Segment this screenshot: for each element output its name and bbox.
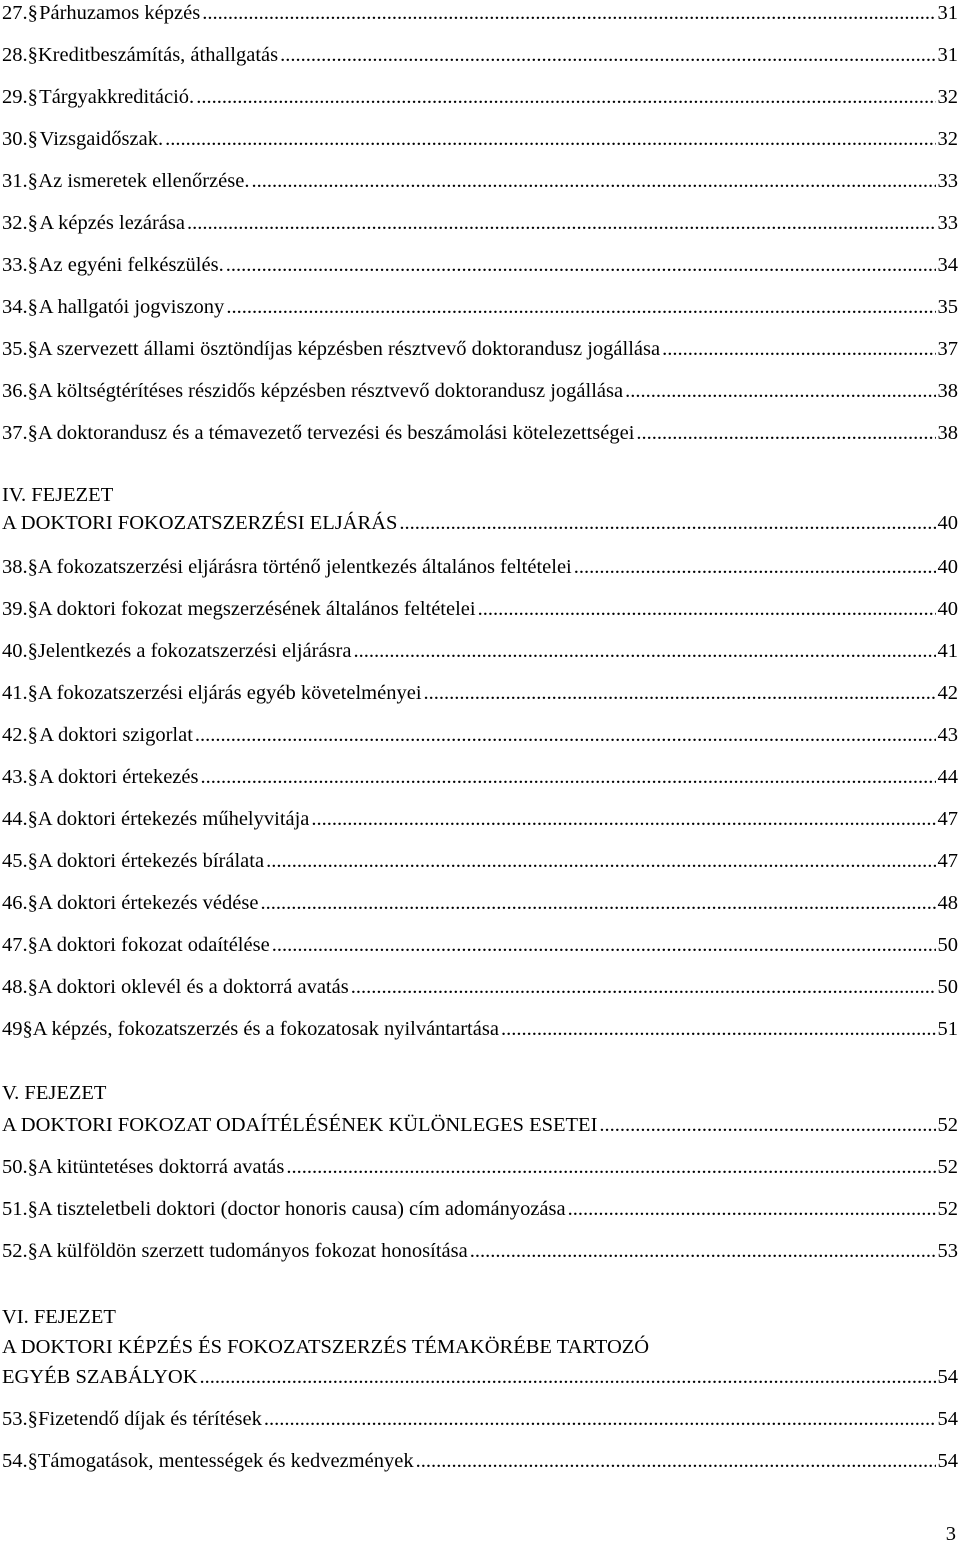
dot-leader xyxy=(200,764,935,790)
page-ref: 31 xyxy=(937,2,958,24)
section-sign-icon: § xyxy=(27,598,38,620)
page-ref: 34 xyxy=(937,254,958,276)
entry-title: A fokozatszerzési eljárásra történő jelentkezés általános feltételei xyxy=(37,556,572,578)
section-number: 29. xyxy=(2,86,28,108)
page-ref: 54 xyxy=(937,1450,958,1472)
section-sign-icon: § xyxy=(27,86,38,108)
page-ref: 53 xyxy=(937,1240,958,1262)
entry-title: Párhuzamos képzés xyxy=(39,2,201,24)
section-sign-icon: § xyxy=(27,766,38,788)
entry-title: A hallgatói jogviszony xyxy=(38,296,225,318)
toc-entry-row[interactable] xyxy=(2,638,958,664)
page-ref: 50 xyxy=(937,934,958,956)
section-sign-icon: § xyxy=(27,682,38,704)
toc-entry-row[interactable] xyxy=(2,126,958,152)
entry-title: Fizetendő díjak és térítések xyxy=(38,1408,262,1430)
section-number: 27. xyxy=(2,2,28,24)
dot-leader xyxy=(187,210,935,236)
page-ref: 51 xyxy=(937,1018,958,1040)
section-sign-icon: § xyxy=(27,1198,38,1220)
toc-entry-row[interactable] xyxy=(2,252,958,278)
toc-entry-row[interactable] xyxy=(2,1154,958,1180)
dot-leader xyxy=(501,1016,936,1042)
section-number: 46. xyxy=(2,892,28,914)
dot-leader xyxy=(625,378,935,404)
entry-title: A külföldön szerzett tudományos fokozat honosítása xyxy=(37,1240,468,1262)
toc-entry-row[interactable] xyxy=(2,1016,958,1042)
entry-title: Tárgyakkreditáció. xyxy=(39,86,195,108)
chapter-heading: IV. FEJEZET xyxy=(2,484,114,506)
entry-title: A doktori értekezés bírálata xyxy=(38,850,265,872)
dot-leader xyxy=(568,1196,936,1222)
toc-entry-row[interactable] xyxy=(2,1196,958,1222)
section-sign-icon: § xyxy=(22,1018,33,1040)
dot-leader xyxy=(202,0,935,26)
toc-entry-row[interactable] xyxy=(2,974,958,1000)
page-ref: 40 xyxy=(937,556,958,578)
dot-leader xyxy=(196,84,935,110)
toc-entry-row[interactable] xyxy=(2,420,958,446)
entry-title: A DOKTORI FOKOZAT ODAÍTÉLÉSÉNEK KÜLÖNLEGES ESETEI xyxy=(2,1114,598,1136)
dot-leader xyxy=(599,1112,935,1138)
section-number: 36. xyxy=(2,380,28,402)
toc-entry-row[interactable] xyxy=(2,336,958,362)
section-number: 37. xyxy=(2,422,28,444)
entry-title: A doktori oklevél és a doktorrá avatás xyxy=(37,976,349,998)
toc-entry-row[interactable] xyxy=(2,932,958,958)
section-number: 32. xyxy=(2,212,28,234)
entry-title: A doktori értekezés védése xyxy=(38,892,259,914)
page-ref: 48 xyxy=(937,892,958,914)
section-number: 48. xyxy=(2,976,28,998)
dot-leader xyxy=(478,596,936,622)
entry-title: Támogatások, mentességek és kedvezmények xyxy=(37,1450,414,1472)
dot-leader xyxy=(662,336,935,362)
toc-chapter-row[interactable] xyxy=(2,510,958,536)
dot-leader xyxy=(165,126,935,152)
page-ref: 52 xyxy=(937,1156,958,1178)
page-ref: 38 xyxy=(937,380,958,402)
entry-title: A tiszteletbeli doktori (doctor honoris causa) cím adományozása xyxy=(37,1198,566,1220)
section-number: 38. xyxy=(2,556,28,578)
toc-chapter-row[interactable] xyxy=(2,1112,958,1138)
section-sign-icon: § xyxy=(27,212,38,234)
section-number: 54. xyxy=(2,1450,28,1472)
section-sign-icon: § xyxy=(27,808,38,830)
entry-title: A szervezett állami ösztöndíjas képzésben résztvevő doktorandusz jogállása xyxy=(37,338,661,360)
page-ref: 40 xyxy=(937,598,958,620)
entry-title: A képzés, fokozatszerzés és a fokozatosak nyilvántartása xyxy=(32,1018,499,1040)
page-ref: 31 xyxy=(937,44,958,66)
toc-entry-row[interactable] xyxy=(2,722,958,748)
toc-entry-row[interactable] xyxy=(2,378,958,404)
toc-entry-row[interactable] xyxy=(2,168,958,194)
page-ref: 38 xyxy=(937,422,958,444)
page-ref: 35 xyxy=(937,296,958,318)
toc-entry-row[interactable] xyxy=(2,84,958,110)
entry-title: A kitüntetéses doktorrá avatás xyxy=(37,1156,285,1178)
dot-leader xyxy=(251,168,935,194)
section-sign-icon: § xyxy=(27,1156,38,1178)
section-number: 53. xyxy=(2,1408,28,1430)
section-sign-icon: § xyxy=(27,1450,38,1472)
toc-entry-row[interactable] xyxy=(2,596,958,622)
section-sign-icon: § xyxy=(27,128,38,150)
section-number: 31. xyxy=(2,170,28,192)
section-sign-icon: § xyxy=(27,850,38,872)
section-sign-icon: § xyxy=(27,380,38,402)
section-number: 40. xyxy=(2,640,28,662)
dot-leader xyxy=(226,252,936,278)
section-sign-icon: § xyxy=(27,254,38,276)
section-sign-icon: § xyxy=(27,338,38,360)
page-ref: 50 xyxy=(937,976,958,998)
dot-leader xyxy=(195,722,936,748)
entry-title: Az ismeretek ellenőrzése. xyxy=(38,170,250,192)
toc-entry-row[interactable] xyxy=(2,42,958,68)
page-ref: 52 xyxy=(937,1198,958,1220)
section-number: 34. xyxy=(2,296,28,318)
dot-leader xyxy=(311,806,935,832)
page-ref: 47 xyxy=(937,850,958,872)
section-number: 41. xyxy=(2,682,28,704)
section-sign-icon: § xyxy=(27,640,38,662)
dot-leader xyxy=(272,932,936,958)
toc-entry-row[interactable] xyxy=(2,210,958,236)
dot-leader xyxy=(226,294,935,320)
section-number: 30. xyxy=(2,128,28,150)
dot-leader xyxy=(280,42,935,68)
entry-title: EGYÉB SZABÁLYOK xyxy=(2,1366,198,1388)
dot-leader xyxy=(399,510,935,536)
page-ref: 54 xyxy=(937,1366,958,1388)
section-sign-icon: § xyxy=(27,170,38,192)
toc-entry-row[interactable] xyxy=(2,680,958,706)
section-number: 51. xyxy=(2,1198,28,1220)
section-sign-icon: § xyxy=(27,976,38,998)
chapter-heading: V. FEJEZET xyxy=(2,1082,107,1104)
toc-entry-row[interactable] xyxy=(2,294,958,320)
toc-entry-row[interactable] xyxy=(2,890,958,916)
page-ref: 42 xyxy=(937,682,958,704)
dot-leader xyxy=(266,848,935,874)
entry-title: Vizsgaidőszak. xyxy=(39,128,164,150)
entry-title: A doktori értekezés műhelyvitája xyxy=(37,808,310,830)
section-sign-icon: § xyxy=(27,296,38,318)
dot-leader xyxy=(353,638,935,664)
section-number: 45. xyxy=(2,850,28,872)
page-ref: 32 xyxy=(937,86,958,108)
entry-title: A DOKTORI FOKOZATSZERZÉSI ELJÁRÁS xyxy=(2,512,398,534)
entry-title: A doktori értekezés xyxy=(39,766,199,788)
entry-title: Jelentkezés a fokozatszerzési eljárásra xyxy=(37,640,352,662)
chapter-heading: A DOKTORI KÉPZÉS ÉS FOKOZATSZERZÉS TÉMAKÖRÉBE TARTOZÓ xyxy=(2,1336,650,1358)
entry-title: A doktorandusz és a témavezető tervezési és beszámolási kötelezettségei xyxy=(37,422,635,444)
toc-entry-row[interactable] xyxy=(2,764,958,790)
page-ref: 33 xyxy=(937,170,958,192)
section-number: 43. xyxy=(2,766,28,788)
section-number: 47. xyxy=(2,934,28,956)
dot-leader xyxy=(574,554,936,580)
chapter-heading: VI. FEJEZET xyxy=(2,1306,116,1328)
page-ref: 47 xyxy=(937,808,958,830)
page-ref: 40 xyxy=(937,512,958,534)
entry-title: A doktori fokozat megszerzésének általános feltételei xyxy=(37,598,476,620)
dot-leader xyxy=(636,420,935,446)
page-ref: 44 xyxy=(937,766,958,788)
section-number: 44. xyxy=(2,808,28,830)
toc-entry-row[interactable] xyxy=(2,1448,958,1474)
dot-leader xyxy=(264,1406,936,1432)
toc-entry-row[interactable] xyxy=(2,0,958,26)
page-ref: 33 xyxy=(937,212,958,234)
toc-entry-row[interactable] xyxy=(2,1238,958,1264)
toc-entry-row[interactable] xyxy=(2,554,958,580)
page-ref: 37 xyxy=(937,338,958,360)
section-number: 42. xyxy=(2,724,28,746)
section-number: 49 xyxy=(2,1018,23,1040)
entry-title: A fokozatszerzési eljárás egyéb követelményei xyxy=(37,682,422,704)
section-number: 39. xyxy=(2,598,28,620)
dot-leader xyxy=(424,680,936,706)
toc-entry-row[interactable] xyxy=(2,848,958,874)
toc-chapter-row[interactable] xyxy=(2,1364,958,1390)
dot-leader xyxy=(200,1364,936,1390)
entry-title: A doktori szigorlat xyxy=(39,724,193,746)
section-sign-icon: § xyxy=(27,2,38,24)
toc-entry-row[interactable] xyxy=(2,806,958,832)
section-sign-icon: § xyxy=(27,556,38,578)
section-number: 28. xyxy=(2,44,28,66)
page-ref: 43 xyxy=(937,724,958,746)
entry-title: A képzés lezárása xyxy=(39,212,186,234)
dot-leader xyxy=(260,890,935,916)
dot-leader xyxy=(416,1448,936,1474)
section-sign-icon: § xyxy=(27,724,38,746)
entry-title: A költségtérítéses részidős képzésben résztvevő doktorandusz jogállása xyxy=(37,380,624,402)
toc-entry-row[interactable] xyxy=(2,1406,958,1432)
dot-leader xyxy=(470,1238,936,1264)
section-number: 52. xyxy=(2,1240,28,1262)
page-ref: 52 xyxy=(937,1114,958,1136)
section-number: 33. xyxy=(2,254,28,276)
section-sign-icon: § xyxy=(27,44,38,66)
section-sign-icon: § xyxy=(27,892,38,914)
section-number: 35. xyxy=(2,338,28,360)
dot-leader xyxy=(286,1154,935,1180)
section-sign-icon: § xyxy=(27,934,38,956)
section-sign-icon: § xyxy=(27,1240,38,1262)
entry-title: Kreditbeszámítás, áthallgatás xyxy=(37,44,279,66)
entry-title: A doktori fokozat odaítélése xyxy=(37,934,270,956)
section-sign-icon: § xyxy=(27,1408,38,1430)
page-ref: 32 xyxy=(937,128,958,150)
section-sign-icon: § xyxy=(27,422,38,444)
entry-title: Az egyéni felkészülés. xyxy=(38,254,224,276)
page-number: 3 xyxy=(945,1523,956,1545)
page-ref: 54 xyxy=(937,1408,958,1430)
page-ref: 41 xyxy=(937,640,958,662)
dot-leader xyxy=(351,974,936,1000)
section-number: 50. xyxy=(2,1156,28,1178)
